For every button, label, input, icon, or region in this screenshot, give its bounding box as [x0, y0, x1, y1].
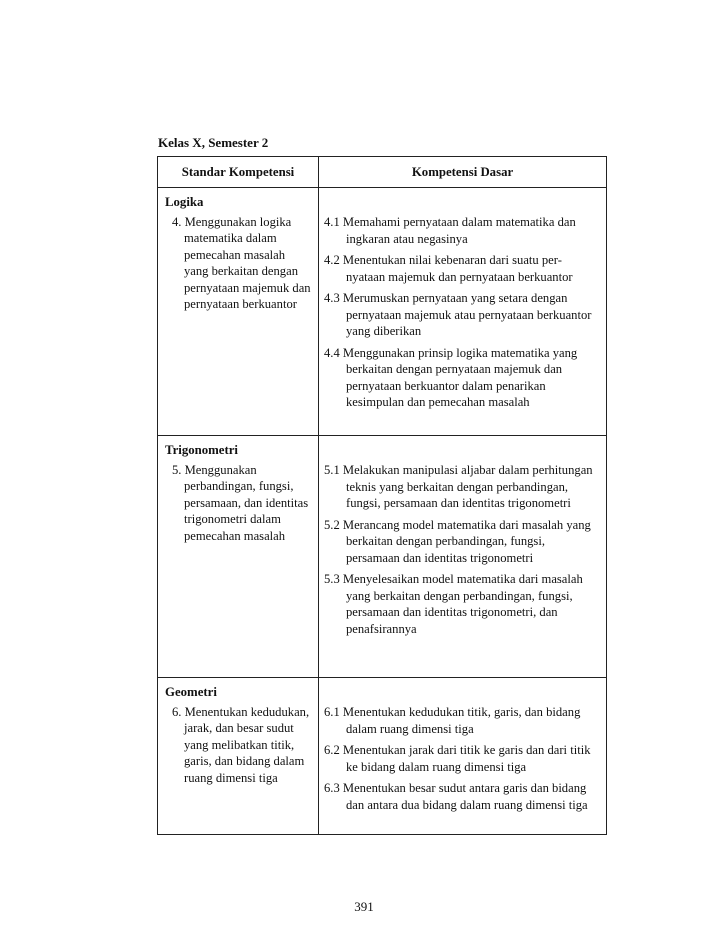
list-item: 5.2 Merancang model matematika dari masalah yang berkaitan dengan perbandingan, fungsi, persamaan dan identitas trigonometri [324, 517, 591, 565]
topic-title: Logika [165, 195, 204, 209]
table-row [158, 678, 607, 835]
list-item: 4.1 Memahami pernyataan dalam matematika dan ingkaran atau negasinya [324, 215, 576, 246]
list-item: 5.1 Melakukan manipulasi aljabar dalam perhitungan teknis yang berkaitan dengan perbandingan, fungsi, persamaan dan identitas trigonometri [324, 463, 593, 510]
standar-kompetensi-cell [158, 436, 319, 678]
standar-kompetensi-cell [158, 678, 319, 835]
list-item: 6.3 Menentukan besar sudut antara garis dan bidang dan antara dua bidang dalam ruang dimensi tiga [324, 781, 588, 812]
column-header-kompetensi-dasar: Kompetensi Dasar [319, 157, 607, 188]
kompetensi-dasar-cell [319, 436, 607, 678]
list-item: 5.3 Menyelesaikan model matematika dari masalah yang berkaitan dengan perbandingan, fungsi, persamaan dan identitas trigonometri, dan penafsirannya [324, 572, 583, 636]
list-item: 6.1 Menentukan kedudukan titik, garis, dan bidang dalam ruang dimensi tiga [324, 705, 581, 736]
topic-title: Geometri [165, 685, 217, 699]
table-row [158, 188, 607, 436]
standar-kompetensi-text: 5. Menggunakan perbandingan, fungsi, persamaan, dan identitas trigonometri dalam pemecahan masalah [172, 462, 309, 543]
kompetensi-dasar-cell [319, 678, 607, 835]
kompetensi-dasar-cell [319, 188, 607, 436]
table-row [158, 436, 607, 678]
list-item: 4.3 Merumuskan pernyataan yang setara dengan pernyataan majemuk atau pernyataan berkuantor yang diberikan [324, 291, 592, 338]
list-item: 4.4 Menggunakan prinsip logika matematika yang berkaitan dengan pernyataan majemuk dan pernyataan berkuantor dalam penarikan kesimpulan dan pemecahan masalah [324, 345, 578, 409]
page-heading: Kelas X, Semester 2 [158, 135, 269, 150]
list-item: 4.2 Menentukan nilai kebenaran dari suatu per-nyataan majemuk dan pernyataan berkuantor [324, 253, 573, 284]
standar-kompetensi-cell [158, 188, 319, 436]
topic-title: Trigonometri [165, 443, 238, 457]
table-header-row [158, 157, 607, 188]
column-header-standar-kompetensi: Standar Kompetensi [158, 157, 319, 188]
standar-kompetensi-text: 6. Menentukan kedudukan, jarak, dan besar sudut yang melibatkan titik, garis, dan bidang dalam ruang dimensi tiga [172, 704, 310, 785]
competency-table [157, 156, 607, 835]
standar-kompetensi-text: 4. Menggunakan logika matematika dalam pemecahan masalah yang berkaitan dengan pernyataan majemuk dan pernyataan berkuantor [172, 214, 311, 311]
list-item: 6.2 Menentukan jarak dari titik ke garis dan dari titik ke bidang dalam ruang dimensi tiga [324, 743, 591, 774]
page-number: 391 [354, 899, 374, 914]
